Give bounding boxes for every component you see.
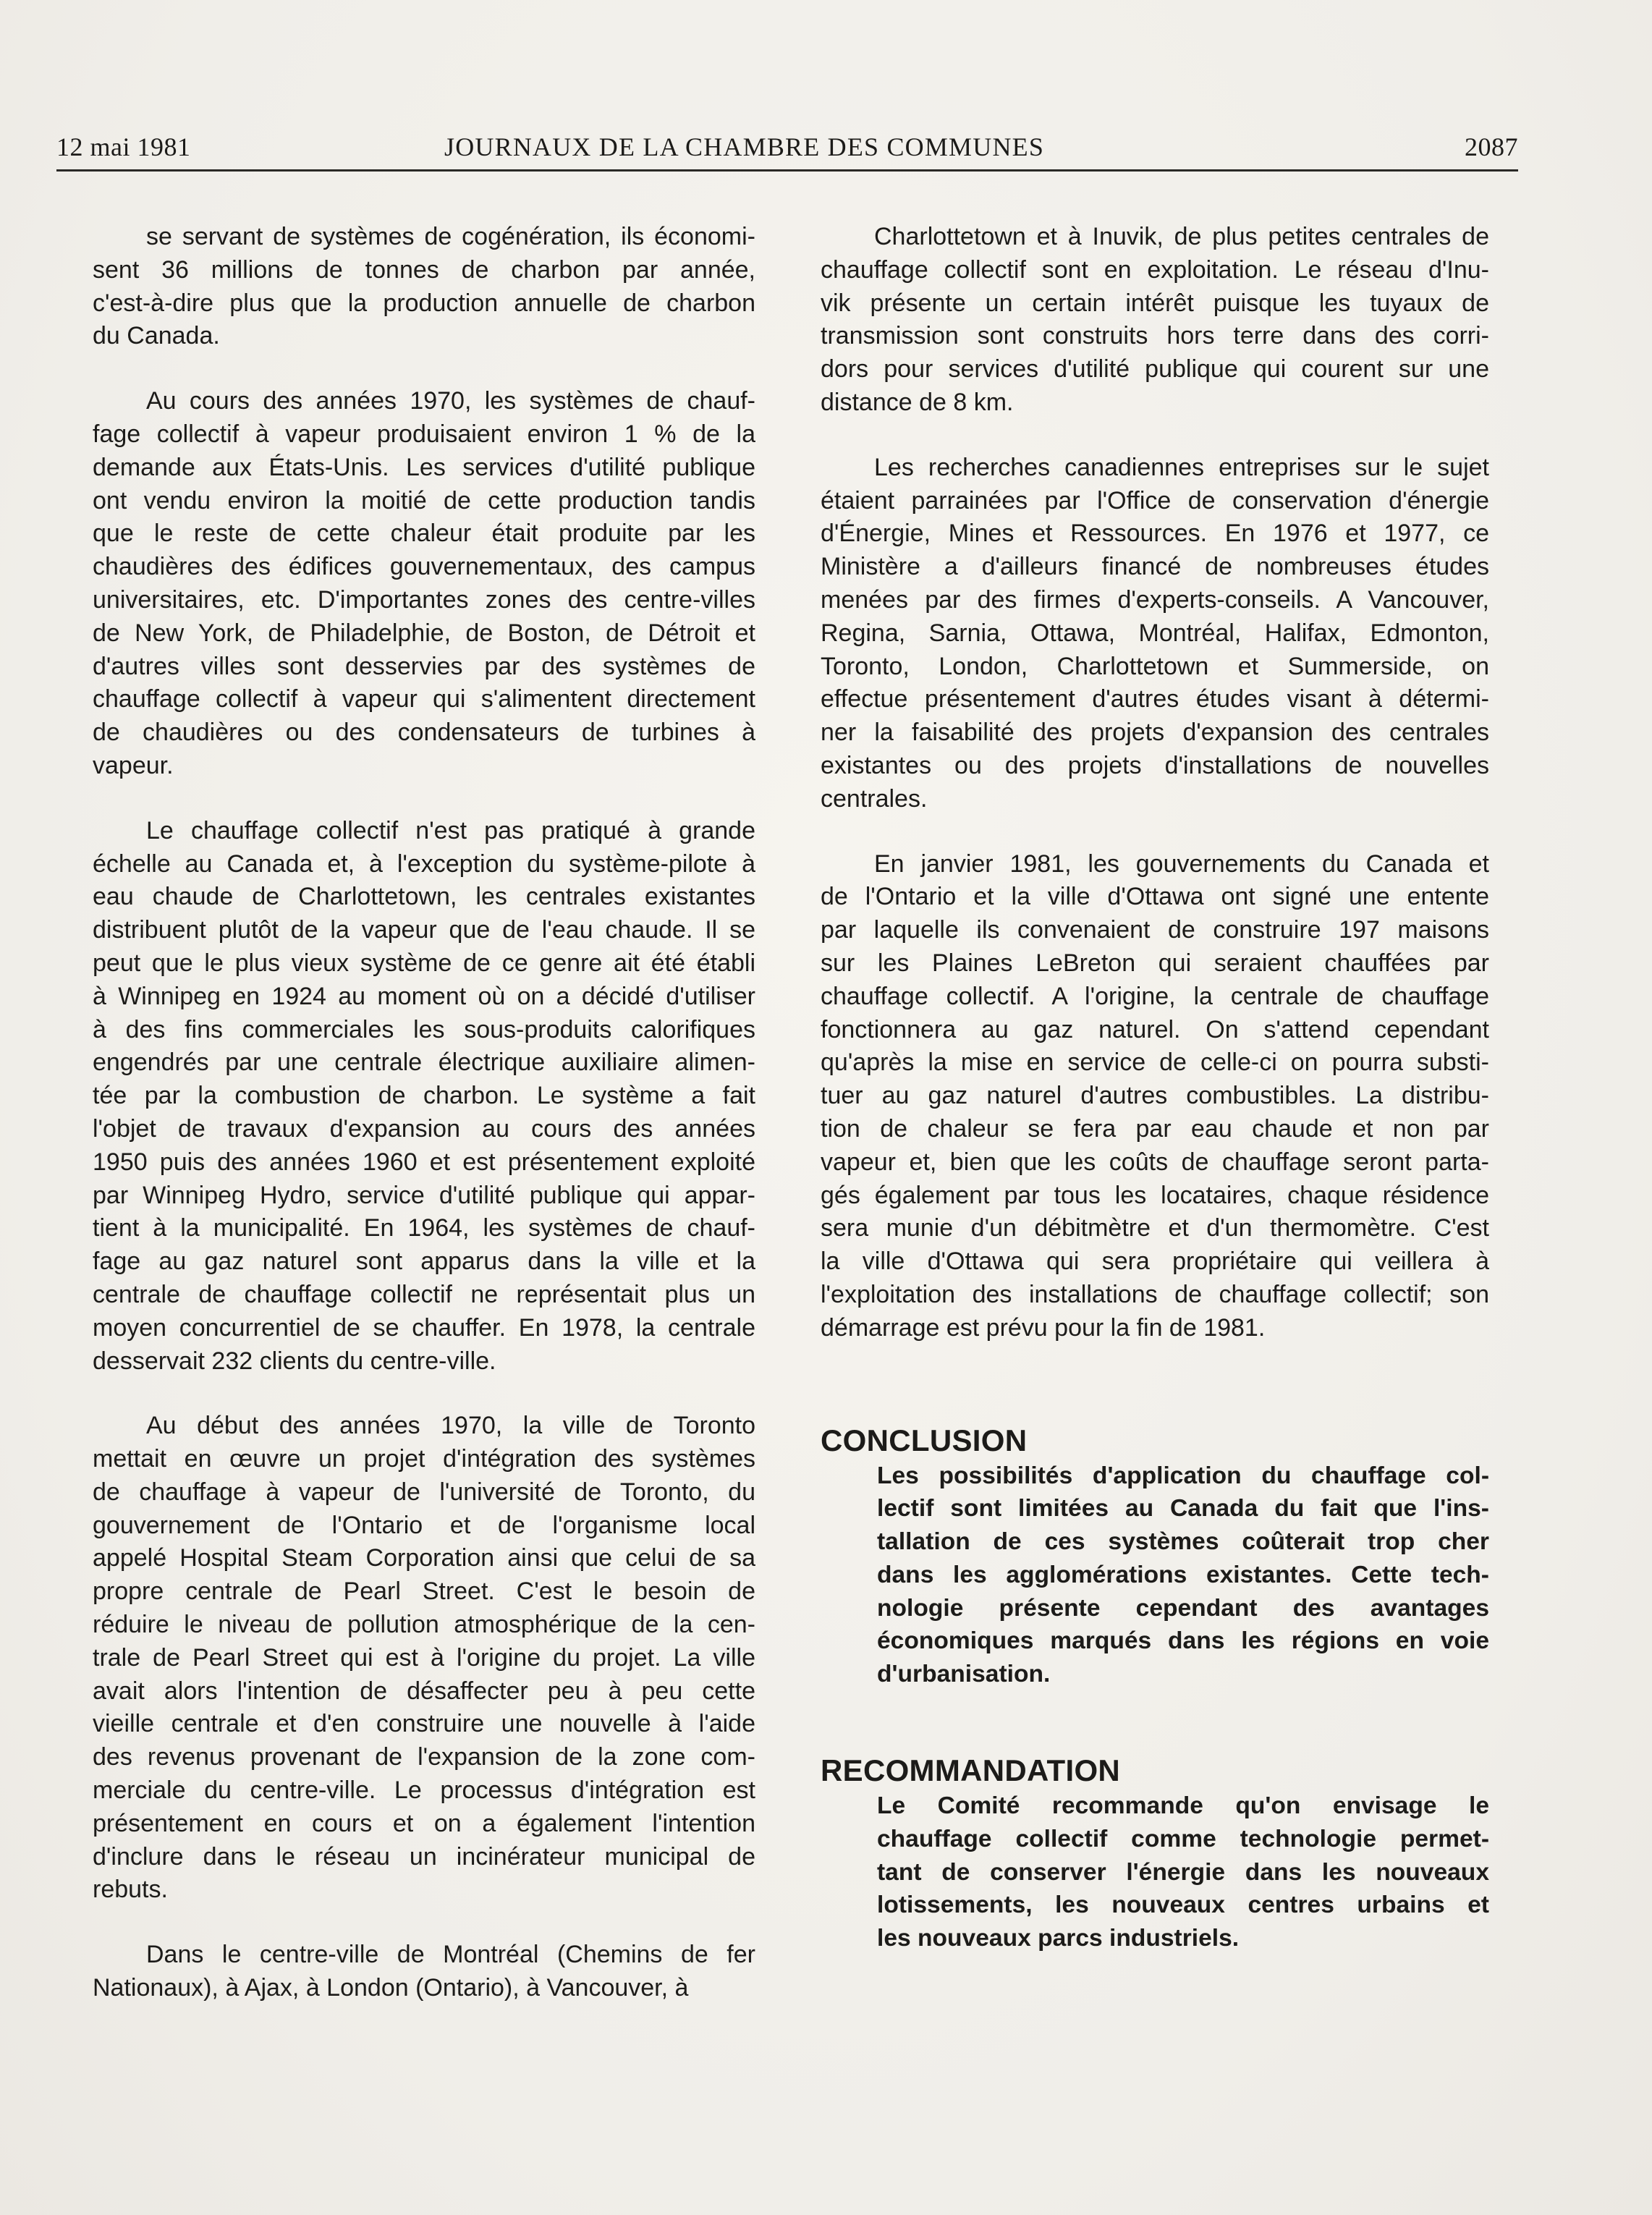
text-line: c'est-à-dire plus que la production annuelle de charbon [93,289,755,317]
text-line: moyen concurrentiel de se chauffer. En 1978, la centrale [93,1313,755,1342]
text-line: vapeur. [93,751,174,779]
paragraph [93,1410,755,1907]
text-line: distance de 8 km. [821,388,1014,416]
text-line: En janvier 1981, les gouvernements du Canada et [874,850,1489,878]
conclusion-text [877,1460,1489,1692]
text-line: tuer au gaz naturel d'autres combustibles. La distribu- [821,1082,1489,1110]
text-line: tant de conserver l'énergie dans les nouveaux [877,1858,1489,1886]
text-line: par laquelle ils convenaient de construire 197 maisons [821,916,1489,944]
text-line: de chaudières ou des condensateurs de turbines à [93,719,755,747]
text-line: à Winnipeg en 1924 au moment où on a décidé d'utiliser [93,982,755,1010]
page-number: 2087 [1465,132,1518,161]
text-line: peut que le plus vieux système de ce genre ait été établi [93,949,755,977]
text-line: centrales. [821,784,928,813]
recommendation-text [877,1790,1489,1955]
text-line: que le reste de cette chaleur était produite par les [93,520,755,548]
text-line: d'urbanisation. [877,1661,1051,1688]
text-line: la ville d'Ottawa qui sera propriétaire qui veillera à [821,1248,1489,1276]
text-line: fonctionnera au gaz naturel. On s'attend cependant [821,1015,1489,1043]
text-line: qu'après la mise en service de celle-ci on pourra substi- [821,1049,1489,1077]
text-line: Toronto, London, Charlottetown et Summerside, on [821,652,1489,680]
text-line: Le Comité recommande qu'on envisage le [877,1792,1489,1820]
text-line: l'objet de travaux d'expansion au cours des années [93,1114,755,1143]
text-line: rebuts. [93,1876,168,1904]
text-line: distribuent plutôt de la vapeur que de l'eau chaude. Il se [93,916,755,944]
text-line: démarrage est prévu pour la fin de 1981. [821,1313,1266,1342]
text-line: Regina, Sarnia, Ottawa, Montréal, Halifax, Edmonton, [821,619,1489,647]
text-line: Au cours des années 1970, les systèmes de chauf- [146,387,755,415]
text-line: dans les agglomérations existantes. Cette tech- [877,1561,1489,1588]
paragraph [93,815,755,1378]
text-line: l'exploitation des installations de chauffage collectif; son [821,1280,1489,1308]
text-line: du Canada. [93,322,220,350]
text-line: vapeur et, bien que les coûts de chauffage seront parta- [821,1148,1489,1176]
paragraph [93,221,755,353]
text-line: avait alors l'intention de désaffecter peu à peu cette [93,1677,755,1705]
text-line: étaient parrainées par l'Office de conservation d'énergie [821,486,1489,514]
text-line: tée par la combustion de charbon. Le système a fait [93,1082,755,1110]
text-line: Les possibilités d'application du chauffage col- [877,1462,1489,1489]
header-date: 12 mai 1981 [56,132,191,161]
text-line: de l'Ontario et la ville d'Ottawa ont signé une entente [821,883,1489,911]
text-line: d'inclure dans le réseau un incinérateur municipal de [93,1842,755,1871]
text-line: économiques marqués dans les régions en voie [877,1627,1489,1655]
text-line: merciale du centre-ville. Le processus d'intégration est [93,1776,755,1805]
text-line: Nationaux), à Ajax, à London (Ontario), à Vancouver, à [93,1974,689,2002]
text-line: de chauffage à vapeur de l'université de Toronto, du [93,1478,755,1506]
text-line: Les recherches canadiennes entreprises sur le sujet [874,453,1489,481]
text-line: engendrés par une centrale électrique auxiliaire alimen- [93,1049,755,1077]
text-line: trale de Pearl Street qui est à l'origine du projet. La ville [93,1643,755,1672]
text-line: Charlottetown et à Inuvik, de plus petites centrales de [874,223,1489,250]
paragraph [93,385,755,783]
text-line: des revenus provenant de l'expansion de la zone com- [93,1743,755,1771]
text-line: d'autres villes sont desservies par des systèmes de [93,652,755,680]
recommendation-heading: RECOMMANDATION [821,1753,1121,1788]
text-line: chauffage collectif sont en exploitation. Le réseau d'Inu- [821,255,1489,284]
text-line: demande aux États-Unis. Les services d'utilité publique [93,453,755,481]
text-line: chauffage collectif comme technologie permet- [877,1825,1489,1852]
text-line: par Winnipeg Hydro, service d'utilité publique qui appar- [93,1181,755,1209]
text-line: les nouveaux parcs industriels. [877,1925,1240,1952]
paragraph [821,221,1489,420]
text-line: mettait en œuvre un projet d'intégration des systèmes [93,1445,755,1473]
text-line: échelle au Canada et, à l'exception du système-pilote à [93,850,755,878]
text-line: chauffage collectif à vapeur qui s'alimentent directement [93,685,755,713]
text-line: ner la faisabilité des projets d'expansion des centrales [821,719,1489,747]
text-line: nologie présente cependant des avantages [877,1594,1489,1622]
text-line: fage au gaz naturel sont apparus dans la ville et la [93,1248,755,1276]
running-header [56,129,1518,171]
text-line: vik présente un certain intérêt puisque les tuyaux de [821,289,1489,317]
text-line: à des fins commerciales les sous-produits calorifiques [93,1015,755,1043]
text-line: appelé Hospital Steam Corporation ainsi que celui de sa [93,1544,755,1572]
paragraph [93,1939,755,2005]
text-line: vieille centrale et d'en construire une nouvelle à l'aide [93,1710,755,1738]
text-line: 1950 puis des années 1960 et est présentement exploité [93,1148,755,1176]
text-line: réduire le niveau de pollution atmosphérique de la cen- [93,1611,755,1639]
text-line: desservait 232 clients du centre-ville. [93,1347,496,1375]
text-line: sent 36 millions de tonnes de charbon par année, [93,255,755,284]
text-line: propre centrale de Pearl Street. C'est le besoin de [93,1577,755,1606]
text-line: sur les Plaines LeBreton qui seraient chauffées par [821,949,1489,977]
text-line: menées par des firmes d'experts-conseils. A Vancouver, [821,585,1489,614]
text-line: fage collectif à vapeur produisaient environ 1 % de la [93,420,755,448]
text-line: effectue présentement d'autres études visant à détermi- [821,685,1489,713]
text-line: d'Énergie, Mines et Ressources. En 1976 et 1977, ce [821,520,1489,548]
text-line: universitaires, etc. D'importantes zones des centre-villes [93,585,755,614]
journal-title: JOURNAUX DE LA CHAMBRE DES COMMUNES [444,132,1045,161]
text-line: existantes ou des projets d'installations de nouvelles [821,751,1489,779]
text-line: présentement en cours et on a également l'intention [93,1809,755,1837]
text-line: tient à la municipalité. En 1964, les systèmes de chauf- [93,1214,755,1242]
text-line: ont vendu environ la moitié de cette production tandis [93,486,755,514]
text-line: tallation de ces systèmes coûterait trop cher [877,1528,1489,1556]
conclusion-heading: CONCLUSION [821,1423,1028,1457]
text-line: eau chaude de Charlottetown, les centrales existantes [93,883,755,911]
text-line: Ministère a d'ailleurs financé de nombreuses études [821,553,1489,581]
text-line: de New York, de Philadelphie, de Boston, de Détroit et [93,619,755,647]
text-line: centrale de chauffage collectif ne représentait plus un [93,1280,755,1308]
text-line: gouvernement de l'Ontario et de l'organisme local [93,1511,755,1539]
text-line: sera munie d'un débitmètre et d'un thermomètre. C'est [821,1214,1489,1242]
text-line: gés également par tous les locataires, chaque résidence [821,1181,1489,1209]
text-line: Le chauffage collectif n'est pas pratiqué à grande [146,816,755,844]
right-column [821,221,1489,1955]
right-column-body [821,221,1489,1345]
text-line: chaudières des édifices gouvernementaux, des campus [93,553,755,581]
text-line: Dans le centre-ville de Montréal (Chemins de fer [146,1941,755,1969]
paragraph [821,452,1489,816]
text-line: chauffage collectif. A l'origine, la centrale de chauffage [821,982,1489,1010]
text-line: dors pour services d'utilité publique qui courent sur une [821,355,1489,384]
text-line: lotissements, les nouveaux centres urbains et [877,1892,1489,1919]
text-line: tion de chaleur se fera par eau chaude et non par [821,1114,1489,1143]
text-line: transmission sont construits hors terre dans des corri- [821,322,1489,350]
text-line: Au début des années 1970, la ville de Toronto [146,1412,755,1440]
left-column [93,221,755,2037]
paragraph [821,848,1489,1345]
text-line: lectif sont limitées au Canada du fait que l'ins- [877,1495,1489,1522]
text-line: se servant de systèmes de cogénération, ils économi- [146,223,755,250]
